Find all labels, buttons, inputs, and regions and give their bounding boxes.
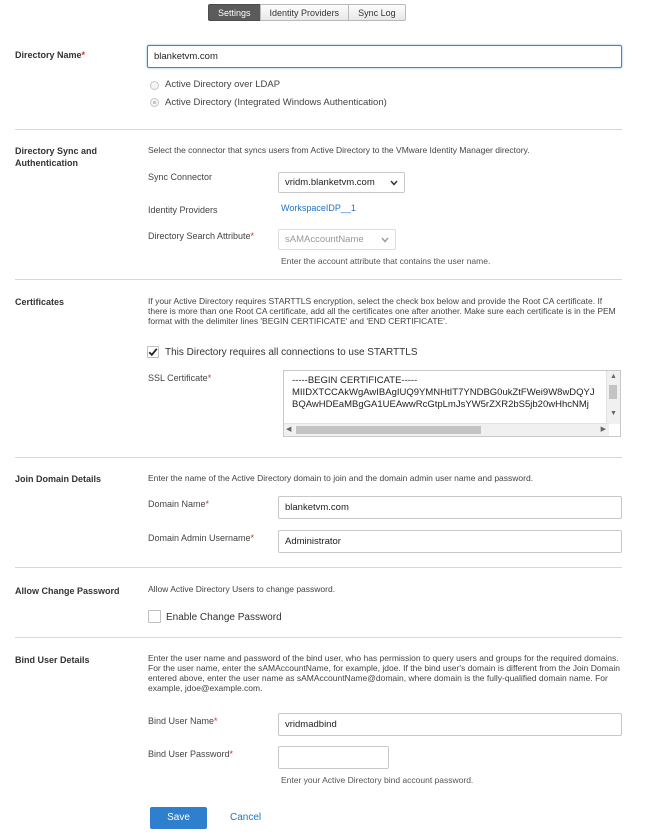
divider [15, 567, 622, 568]
scroll-left-icon[interactable]: ◀ [286, 426, 292, 433]
sync-section-label: Directory Sync and Authentication [15, 146, 98, 168]
domain-name-label: Domain Name* [148, 499, 210, 509]
divider [15, 637, 622, 638]
certificates-section-label: Certificates [15, 297, 65, 307]
starttls-checkbox[interactable] [147, 346, 159, 358]
bind-user-password-input[interactable] [278, 746, 389, 769]
ssl-certificate-label: SSL Certificate* [148, 373, 212, 383]
bind-user-section-label: Bind User Details [15, 655, 90, 665]
tab-settings[interactable]: Settings [208, 4, 261, 21]
search-attribute-help: Enter the account attribute that contains the user name. [281, 256, 491, 266]
cancel-button[interactable]: Cancel [230, 812, 262, 823]
enable-change-password-label: Enable Change Password [166, 612, 282, 623]
save-button[interactable]: Save [150, 807, 207, 829]
tab-sync-log[interactable]: Sync Log [348, 4, 406, 21]
chevron-down-icon [390, 180, 398, 186]
divider [15, 279, 622, 280]
bind-user-description: Enter the user name and password of the bind user, who has permission to query users and groups for the required domains. For the user name, enter the sAMAccountName, for example, jdoe. If the bind user's domain is different from the Join Domain entered above, enter the user name as sAMAccountName@domain, where domain is the fully-qualified domain name. For example, jdoe@example.com. [148, 653, 621, 693]
vertical-scrollbar[interactable] [606, 371, 620, 424]
search-attribute-label: Directory Search Attribute* [148, 231, 255, 241]
domain-admin-username-label: Domain Admin Username* [148, 533, 255, 543]
domain-admin-username-input[interactable]: Administrator [278, 530, 622, 553]
join-domain-section-label: Join Domain Details [15, 474, 102, 484]
horizontal-scrollbar[interactable] [284, 423, 609, 436]
checkmark-icon [147, 346, 159, 358]
tab-bar [208, 4, 406, 21]
change-password-section-label: Allow Change Password [15, 586, 120, 596]
radio-iwa[interactable] [150, 98, 159, 107]
identity-provider-link[interactable]: WorkspaceIDP__1 [281, 203, 356, 213]
scroll-right-icon[interactable]: ▶ [600, 426, 606, 433]
starttls-label: This Directory requires all connections to use STARTTLS [165, 347, 418, 358]
radio-iwa-label: Active Directory (Integrated Windows Authentication) [165, 97, 387, 108]
bind-user-name-input[interactable]: vridmadbind [278, 713, 622, 736]
bind-user-name-label: Bind User Name* [148, 716, 218, 726]
sync-description: Select the connector that syncs users from Active Directory to the VMware Identity Manager directory. [148, 145, 530, 155]
radio-ldap-label: Active Directory over LDAP [165, 79, 281, 90]
sync-connector-label: Sync Connector [148, 172, 213, 182]
bind-user-password-help: Enter your Active Directory bind account password. [281, 775, 474, 785]
identity-providers-label: Identity Providers [148, 205, 218, 215]
ssl-certificate-textarea[interactable] [283, 370, 621, 437]
enable-change-password-checkbox[interactable] [148, 610, 161, 623]
radio-ldap[interactable] [150, 81, 159, 90]
sync-connector-select[interactable]: vridm.blanketvm.com [278, 172, 405, 193]
scrollbar-thumb[interactable] [296, 426, 481, 434]
search-attribute-select[interactable]: sAMAccountName [278, 229, 396, 250]
directory-name-input[interactable]: blanketvm.com [147, 45, 622, 68]
ssl-certificate-text: -----BEGIN CERTIFICATE----- MIIDXTCCAkWgAwIBAgIUQ9YMNHtIT7YNDBG0ukZtFWei9W8wDQYJ BQAwHDEaMBgGA1UEAwwRcGtpLmJsYW5rZXR2bS5jb20wHhcNMj [292, 375, 595, 410]
scroll-down-icon[interactable]: ▼ [610, 410, 617, 417]
scroll-up-icon[interactable]: ▲ [610, 373, 617, 380]
join-domain-description: Enter the name of the Active Directory domain to join and the domain admin user name and password. [148, 473, 534, 483]
directory-name-label: Directory Name* [15, 50, 86, 60]
divider [15, 457, 622, 458]
bind-user-password-label: Bind User Password* [148, 749, 234, 759]
tab-identity-providers[interactable]: Identity Providers [260, 4, 350, 21]
certificates-description: If your Active Directory requires STARTTLS encryption, select the check box below and provide the Root CA certificate. If there is more than one Root CA certificate, add all the certificates one after another. Make sure each certificate is in the PEM format with the delimiter lines 'BEGIN CERTIFICATE' and 'END CERTIFICATE'. [148, 296, 616, 326]
change-password-description: Allow Active Directory Users to change password. [148, 584, 336, 594]
chevron-down-icon [381, 237, 389, 243]
divider [15, 129, 622, 130]
scrollbar-thumb[interactable] [609, 385, 617, 399]
domain-name-input[interactable]: blanketvm.com [278, 496, 622, 519]
